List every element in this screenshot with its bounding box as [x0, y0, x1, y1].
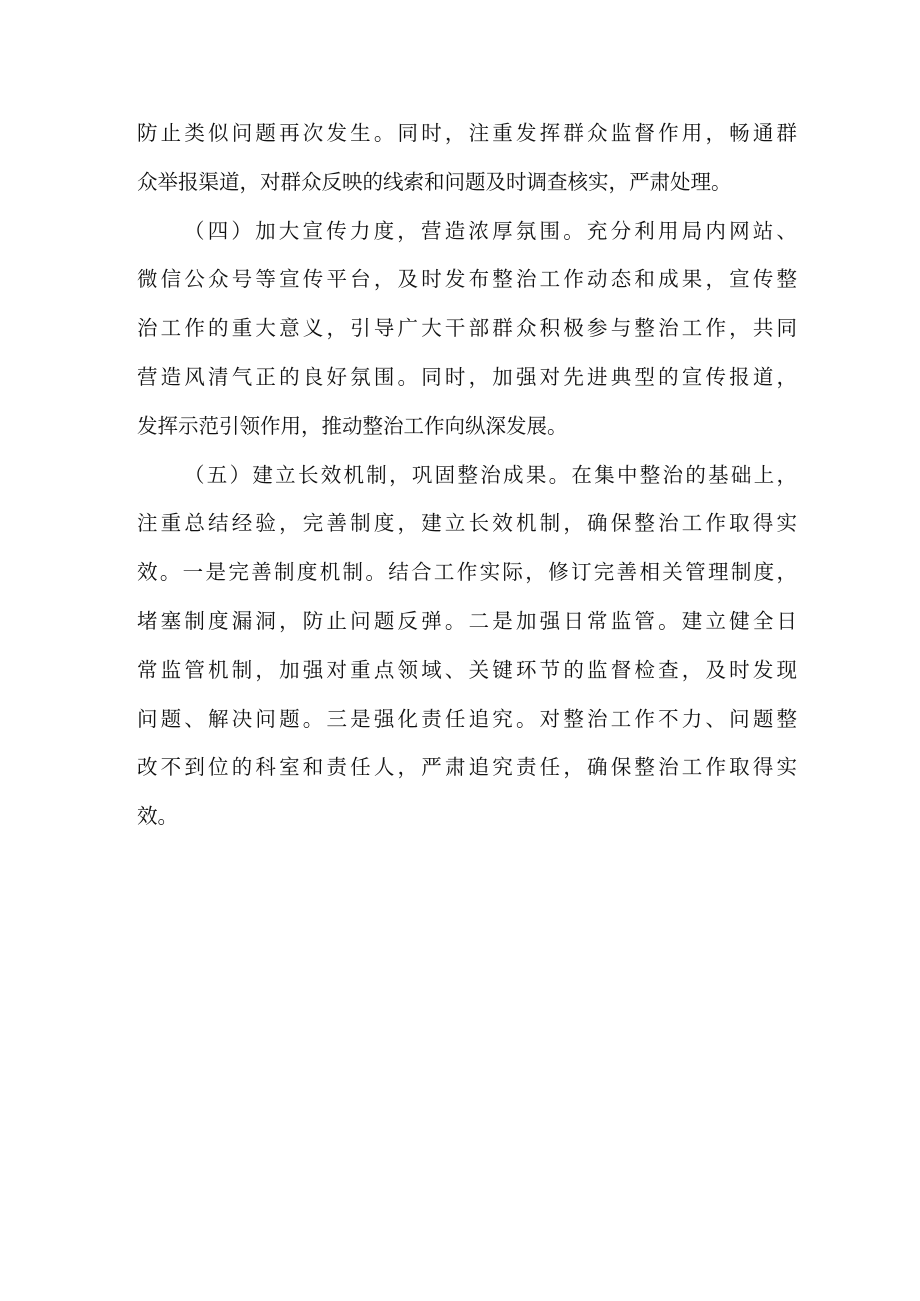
paragraph-section-five — [137, 451, 797, 841]
text-line: （五）建立长效机制，巩固整治成果。在集中整治的基础上， — [184, 462, 797, 487]
text-line: 微信公众号等宣传平台，及时发布整治工作动态和成果，宣传整 — [137, 267, 797, 292]
text-line: 效。 — [137, 804, 178, 829]
text-line: 发挥示范引领作用，推动整治工作向纵深发展。 — [137, 413, 568, 438]
text-line: 改不到位的科室和责任人，严肃追究责任，确保整治工作取得实 — [137, 755, 797, 780]
text-line: 防止类似问题再次发生。同时，注重发挥群众监督作用，畅通群 — [137, 121, 797, 145]
text-line: 常监管机制，加强对重点领域、关键环节的监督检查，及时发现 — [137, 657, 797, 682]
text-line: （四）加大宣传力度，营造浓厚氛围。充分利用局内网站、 — [184, 218, 797, 243]
text-line: 效。一是完善制度机制。结合工作实际，修订完善相关管理制度， — [137, 560, 797, 585]
text-line: 堵塞制度漏洞，防止问题反弹。二是加强日常监管。建立健全日 — [137, 608, 797, 633]
text-line: 营造风清气正的良好氛围。同时，加强对先进典型的宣传报道， — [137, 364, 797, 389]
text-line: 注重总结经验，完善制度，建立长效机制，确保整治工作取得实 — [137, 511, 797, 536]
paragraph-continuation — [137, 109, 797, 207]
paragraph-section-four — [137, 207, 797, 451]
text-line: 众举报渠道，对群众反映的线索和问题及时调查核实，严肃处理。 — [137, 169, 732, 194]
text-line: 治工作的重大意义，引导广大干部群众积极参与整治工作，共同 — [137, 316, 797, 341]
text-line: 问题、解决问题。三是强化责任追究。对整治工作不力、问题整 — [137, 706, 797, 731]
document-body — [137, 109, 797, 841]
